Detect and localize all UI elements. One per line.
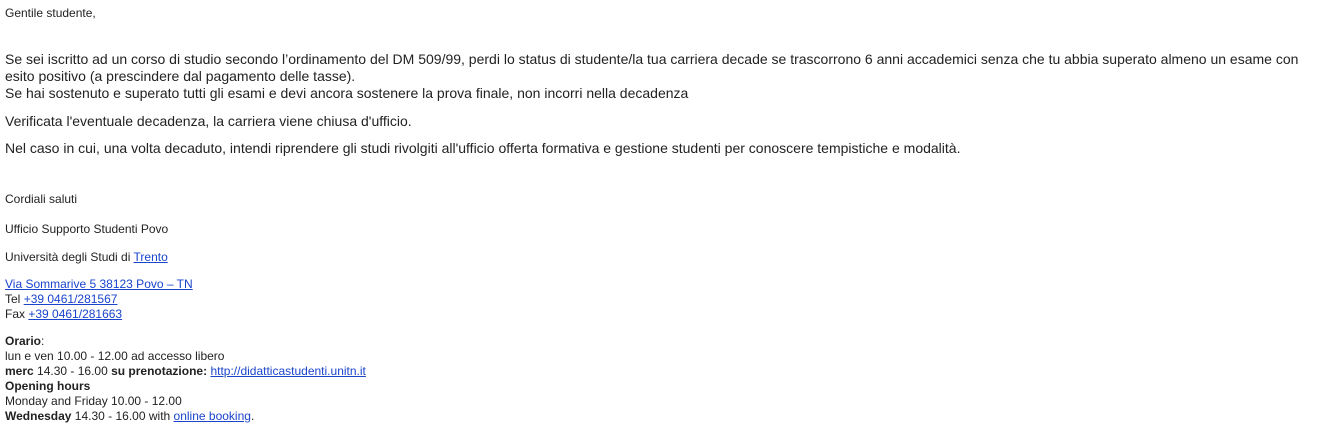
fax-link[interactable]: +39 0461/281663 (28, 307, 123, 321)
booking-site-link[interactable]: http://didatticastudenti.unitn.it (210, 364, 366, 378)
closing: Cordiali saluti (5, 192, 78, 206)
hours-en-line-1: Monday and Friday 10.00 - 12.00 (5, 394, 182, 408)
rule-paragraph (5, 51, 1310, 102)
address-link[interactable]: Via Sommarive 5 38123 Povo – TN (5, 277, 193, 291)
hours-en-day: Wednesday (5, 409, 72, 423)
tel-line (5, 292, 193, 307)
verification-paragraph: Verificata l'eventuale decadenza, la carriera viene chiusa d'ufficio. (5, 113, 412, 129)
hours-en-title: Opening hours (5, 379, 91, 393)
tel-link[interactable]: +39 0461/281567 (23, 292, 118, 306)
hours-en-line-2 (5, 409, 366, 424)
hours-it-time: 14.30 - 16.00 (33, 364, 112, 378)
resume-paragraph: Nel caso in cui, una volta decaduto, intendi riprendere gli studi rivolgiti all'ufficio offerta formativa e gestione studenti per conoscere tempistiche e modalità. (5, 140, 961, 156)
hours-it-booking-label: su prenotazione: (111, 364, 208, 378)
tel-label: Tel (5, 292, 24, 306)
hours-it-title: Orario (5, 334, 42, 348)
online-booking-link[interactable]: online booking (173, 409, 251, 423)
university-link[interactable]: Trento (133, 250, 168, 264)
hours-en-end: . (250, 409, 255, 423)
rule-line-2: esito positivo (a prescindere dal pagamento delle tasse). (5, 68, 356, 84)
hours-en-text: 14.30 - 16.00 with (71, 409, 174, 423)
contact-block (5, 277, 193, 322)
greeting: Gentile studente, (5, 6, 96, 20)
rule-line-3: Se hai sostenuto e superato tutti gli esami e devi ancora sostenere la prova finale, non incorri nella decadenza (5, 85, 689, 101)
hours-it-title-line (5, 334, 366, 349)
university-line (5, 250, 168, 265)
hours-it-line-1: lun e ven 10.00 - 12.00 ad accesso libero (5, 349, 225, 363)
university-prefix: Università degli Studi di (5, 250, 134, 264)
fax-line (5, 307, 193, 322)
hours-en-title-line (5, 379, 366, 394)
fax-label: Fax (5, 307, 29, 321)
hours-block (5, 334, 366, 424)
hours-it-day: merc (5, 364, 34, 378)
office-name: Ufficio Supporto Studenti Povo (5, 222, 169, 236)
hours-it-title-suffix: : (41, 334, 45, 348)
rule-line-1: Se sei iscritto ad un corso di studio secondo l’ordinamento del DM 509/99, perdi lo status di studente/la tua carriera decade se trascorrono 6 anni accademici senza che tu abbia superato almeno un esame con (5, 51, 1299, 67)
hours-it-line-2 (5, 364, 366, 379)
